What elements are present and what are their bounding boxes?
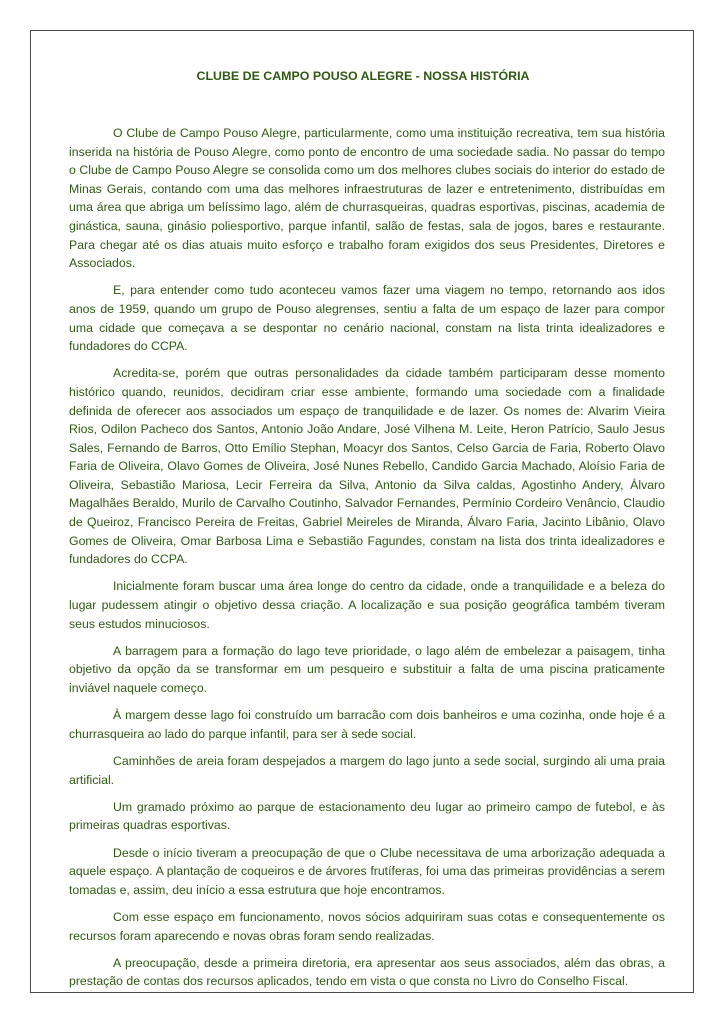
paragraph-11: A preocupação, desde a primeira diretoria, era apresentar aos seus associados, além das obras, a prestação de contas dos recursos aplicados, tendo em vista o que consta no Livro do Conselho Fiscal. [69,955,665,989]
paragraph-7: Caminhões de areia foram despejados a margem do lago junto a sede social, surgindo ali uma praia artificial. [69,753,665,787]
paragraph-3: Acredita-se, porém que outras personalidades da cidade também participaram desse momento histórico quando, reunidos, decidiram criar esse ambiente, formando uma sociedade com a finalidade definida de oferecer aos associados um espaço de tranquilidade e de lazer. Os nomes de: Alvarim Vieira Rios, Odilon Pacheco dos Santos, Antonio João Andare, José Vilhena M. Leite, Heron Patrício, Saulo Jesus Sales, Fernando de Barros, Otto Emílio Stephan, Moacyr dos Santos, Celso Garcia de Faria, Roberto Olavo Faria de Oliveira, Olavo Gomes de Oliveira, José Nunes Rebello, Candido Garcia Machado, Aloísio Faria de Oliveira, Sebastião Mariosa, Lecir Ferreira da Silva, Antonio da Silva caldas, Agostinho Andery, Álvaro Magalhães Beraldo, Murilo de Carvalho Coutinho, Salvador Fernandes, Permínio Cordeiro Venâncio, Claudio de Queiroz, Francisco Pereira de Freitas, Gabriel Meireles de Miranda, Álvaro Faria, Jacinto Libânio, Olavo Gomes de Oliveira, Omar Barbosa Lima e Sebastião Fagundes, constam na lista dos trinta idealizadores e fundadores do CCPA. [69,366,665,567]
paragraph-10: Com esse espaço em funcionamento, novos sócios adquiriram suas cotas e consequentemente os recursos foram aparecendo e novas obras foram sendo realizadas. [69,909,665,943]
paragraph-4: Inicialmente foram buscar uma área longe do centro da cidade, onde a tranquilidade e a beleza do lugar pudessem atingir o objetivo dessa criação. A localização e sua posição geográfica também tiveram seus estudos minuciosos. [69,579,665,631]
paragraph-1: O Clube de Campo Pouso Alegre, particularmente, como uma instituição recreativa, tem sua história inserida na história de Pouso Alegre, como ponto de encontro de uma sociedade sadia. No passar do tempo o Clube de Campo Pouso Alegre se consolida como um dos melhores clubes sociais do interior do estado de Minas Gerais, contando com uma das melhores infraestruturas de lazer e entretenimento, distribuídas em uma área que abriga um belíssimo lago, além de churrasqueiras, quadras esportivas, piscinas, academia de ginástica, sauna, ginásio poliesportivo, parque infantil, salão de festas, sala de jogos, bares e restaurante. Para chegar até os dias atuais muito esforço e trabalho foram exigidos dos seus Presidentes, Diretores e Associados. [69,126,665,271]
document-body [69,124,665,999]
page-frame [30,30,694,993]
paragraph-2: E, para entender como tudo aconteceu vamos fazer uma viagem no tempo, retornando aos idos anos de 1959, quando um grupo de Pouso alegrenses, sentiu a falta de um espaço de lazer para compor uma cidade que começava a se despontar no cenário nacional, constam na lista trinta idealizadores e fundadores do CCPA. [69,283,665,354]
paragraph-5: A barragem para a formação do lago teve prioridade, o lago além de embelezar a paisagem, tinha objetivo da opção da se transformar em um pesqueiro e substituir a falta de uma piscina praticamente inviável naquele começo. [69,643,665,695]
paragraph-6: À margem desse lago foi construído um barracão com dois banheiros e uma cozinha, onde hoje é a churrasqueira ao lado do parque infantil, para ser à sede social. [69,708,665,741]
paragraph-8: Um gramado próximo ao parque de estacionamento deu lugar ao primeiro campo de futebol, e às primeiras quadras esportivas. [69,799,665,833]
document-title: CLUBE DE CAMPO POUSO ALEGRE - NOSSA HISTÓRIA [196,69,530,83]
paragraph-9: Desde o início tiveram a preocupação de que o Clube necessitava de uma arborização adequada a aquele espaço. A plantação de coqueiros e de árvores frutíferas, foi uma das primeiras providências a serem tomadas e, assim, deu início a essa estrutura que hoje encontramos. [69,845,665,897]
